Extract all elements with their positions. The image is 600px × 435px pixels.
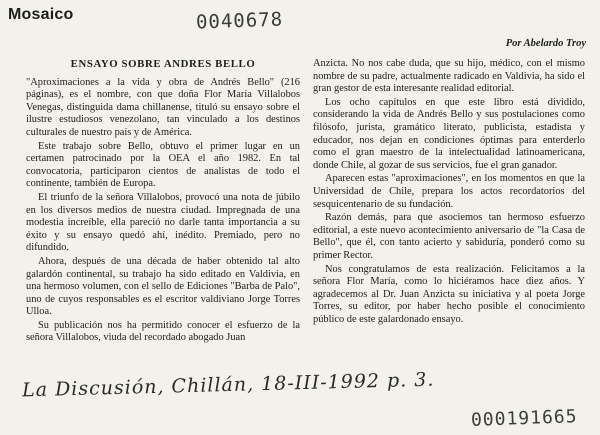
handwritten-source-note: La Discusión, Chillán, 18-III-1992 p. 3. [21, 368, 435, 402]
paragraph: Razón demás, para que asociemos tan hermoso esfuerzo editorial, a este nuevo acontecimiento aniversario de "la Casa de Bello", que él, con tanto acierto y sabiduría, ponderó como su primer Rector. [313, 212, 585, 261]
paragraph: Ahora, después de una década de haber obtenido tal alto galardón continental, su trabajo ha sido editado en Valdivia, en una hermoso volumen, con el sello de Ediciones "Barba de Palo", uno de cuyos responsables es el escritor valdiviano Jorge Torres Ulloa. [26, 255, 300, 318]
archive-stamp: 000191665 [471, 406, 579, 431]
section-title: Mosaico [8, 6, 74, 23]
paragraph: Anzicta. No nos cabe duda, que su hijo, médico, con el mismo nombre de su padre, actualmente radicado en Valdivia, ha sido el gran gestor de esta interesante realidad editorial. [313, 58, 585, 95]
paragraph: "Aproximaciones a la vida y obra de Andrés Bello" (216 páginas), es el nombre, con que doña Flor María Villalobos Venegas, distinguida dama chillanense, tituló su ensayo sobre el ilustre estudiosos venezolano, tan vinculado a los destinos culturales de nuestro país y de América. [26, 76, 300, 138]
article-column-left [26, 58, 300, 346]
byline: Por Abelardo Troy [505, 38, 586, 49]
article-column-right [313, 58, 585, 327]
paragraph: El triunfo de la señora Villalobos, provocó una nota de júbilo en los diversos medios de nuestra ciudad. Impregnada de una modestia increíble, ella pareció no darle tanta importancia a su éxito y su ensayo quedó ahí, inédito. Premiado, pero no difundido. [26, 191, 300, 254]
article-title: ENSAYO SOBRE ANDRES BELLO [70, 58, 256, 70]
paragraph: Su publicación nos ha permitido conocer el esfuerzo de la señora Villalobos, viuda del recordado abogado Juan [26, 319, 300, 344]
paragraph: Nos congratulamos de esta realización. Felicitamos a la señora Flor María, como lo hiciéramos hace diez años. Y agradecemos al Dr. Juan Anzicta su iniciativa y al poeta Jorge Torres, su editor, por haber hecho posible el conocimiento público de este galardonado ensayo. [313, 263, 585, 325]
paragraph: Este trabajo sobre Bello, obtuvo el primer lugar en un certamen patrocinado por la OEA el año 1982. En tal convocatoria, participaron cientos de analistas de todo el continente, también de Europa. [26, 140, 300, 190]
catalog-stamp: 0040678 [195, 8, 284, 34]
paragraph: Los ocho capítulos en que este libro está dividido, considerando la vida de Andrés Bello y sus postulaciones como filósofo, jurista, gramático literato, publicista, estadista y educador, nos dejan en condiciones óptimas para enterderlo como el gran maestro de la intelectualidad latinoamericana, donde Chile, al gozar de sus servicios, fue el gran ganador. [313, 96, 585, 171]
paragraph: Aparecen estas "aproximaciones", en los momentos en que la Universidad de Chile, prepara los actos recordatorios del sesquicentenario de su fundación. [313, 173, 585, 210]
